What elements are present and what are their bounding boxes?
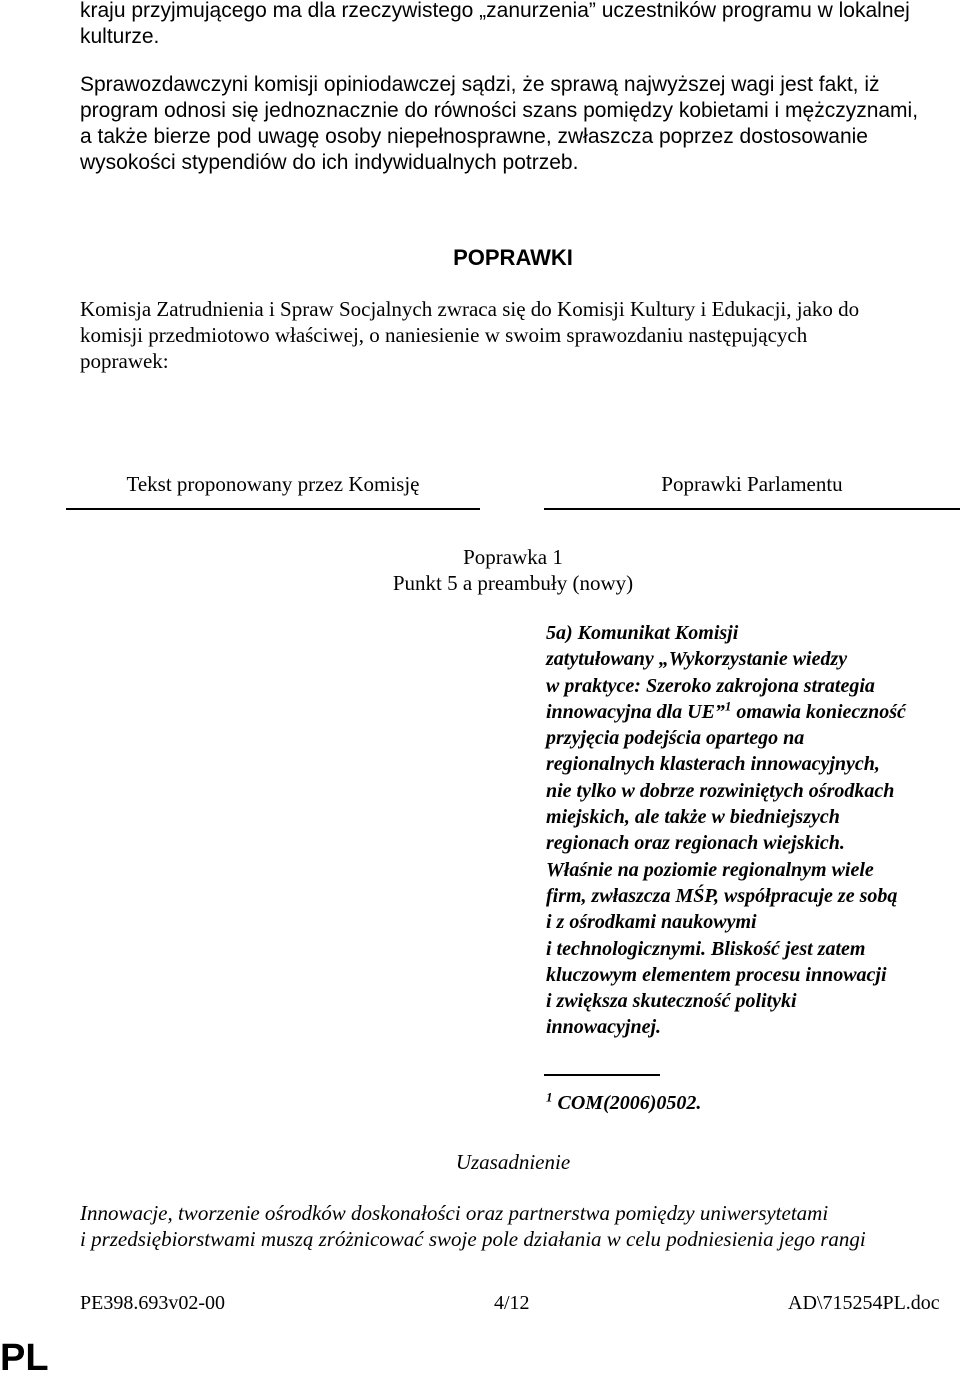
- justification-line: Innowacje, tworzenie ośrodków doskonałości oraz partnerstwa pomiędzy uniwersytetami: [80, 1201, 829, 1225]
- justification-paragraph: [80, 1200, 950, 1252]
- amendment-line: firm, zwłaszcza MŚP, współpracuje ze sobą: [546, 884, 898, 907]
- rapporteur-line: wysokości stypendiów do ich indywidualnych potrzeb.: [80, 151, 579, 174]
- amendment-line: i technologicznymi. Bliskość jest zatem: [546, 937, 866, 960]
- committee-line: poprawek:: [80, 349, 169, 373]
- amendment-text: [546, 620, 958, 1041]
- justification-line: i przedsiębiorstwami muszą zróżnicować swoje pole działania w celu podniesienia jego rangi: [80, 1227, 866, 1251]
- footer-page-number: 4/12: [494, 1292, 530, 1314]
- amendment-line: i zwiększa skuteczność polityki: [546, 990, 797, 1013]
- amendment-line: w praktyce: Szeroko zakrojona strategia: [546, 674, 875, 697]
- amendment-line: Właśnie na poziomie regionalnym wiele: [546, 858, 874, 881]
- rapporteur-line: program odnosi się jednoznacznie do równości szans pomiędzy kobietami i mężczyznami,: [80, 99, 919, 122]
- amendments-heading: POPRAWKI: [453, 245, 573, 270]
- amendment-line: miejskich, ale także w biedniejszych: [546, 806, 840, 829]
- footer-file-name: AD\715254PL.doc: [788, 1292, 940, 1314]
- amendment-line: zatytułowany „Wykorzystanie wiedzy: [546, 648, 848, 671]
- rapporteur-line: Sprawozdawczyni komisji opiniodawczej sądzi, że sprawą najwyższej wagi jest fakt, iż: [80, 73, 880, 96]
- footnote-text: COM(2006)0502.: [552, 1092, 702, 1114]
- footnote-reference[interactable]: 1: [724, 698, 732, 714]
- footnote-mark: 1: [546, 1089, 553, 1105]
- intro-paragraph-end: [80, 0, 950, 50]
- rapporteur-line: a także bierze pod uwagę osoby niepełnosprawne, zwłaszcza poprzez dostosowanie: [80, 125, 868, 148]
- footnote: [546, 1090, 958, 1116]
- amendment-number: Poprawka 1: [463, 545, 563, 569]
- committee-line: Komisja Zatrudnienia i Spraw Socjalnych zwraca się do Komisji Kultury i Edukacji, jako do: [80, 297, 860, 321]
- justification-title: Uzasadnienie: [455, 1150, 571, 1174]
- amendment-line: kluczowym elementem procesu innowacji: [546, 963, 887, 986]
- column-header-commission-text: Tekst proponowany przez Komisję: [126, 472, 420, 496]
- rapporteur-paragraph: [80, 72, 950, 176]
- amendment-line: nie tylko w dobrze rozwiniętych ośrodkach: [546, 779, 895, 802]
- amendment-line-with-footnote: [546, 699, 958, 725]
- amendment-line: regionalnych klasterach innowacyjnych,: [546, 753, 880, 776]
- amendment-target: Punkt 5 a preambuły (nowy): [392, 571, 634, 595]
- amendment-line: i z ośrodkami naukowymi: [546, 911, 757, 934]
- column-header-left-rule: [66, 508, 480, 510]
- amendment-line: 5a) Komunikat Komisji: [546, 622, 739, 644]
- committee-request-paragraph: [80, 296, 950, 374]
- amendment-line-start: innowacyjna dla UE”: [546, 700, 725, 723]
- intro-line-1: kraju przyjmującego ma dla rzeczywistego „zanurzenia” uczestników programu w lokalnej: [80, 0, 910, 22]
- amendment-line: regionach oraz regionach wiejskich.: [546, 832, 845, 855]
- footer-document-reference: PE398.693v02-00: [80, 1292, 225, 1314]
- footnote-separator: [544, 1074, 660, 1076]
- column-header-parliament-amendments: Poprawki Parlamentu: [661, 472, 843, 496]
- amendment-line-end: omawia konieczność: [731, 700, 906, 723]
- column-header-right-rule: [544, 508, 960, 510]
- amendment-line: przyjęcia podejścia opartego na: [546, 727, 805, 750]
- language-code: PL: [0, 1337, 49, 1379]
- amendment-line: innowacyjnej.: [546, 1016, 662, 1039]
- committee-line: komisji przedmiotowo właściwej, o naniesienie w swoim sprawozdaniu następujących: [80, 323, 808, 347]
- intro-line-2: kulturze.: [80, 25, 160, 48]
